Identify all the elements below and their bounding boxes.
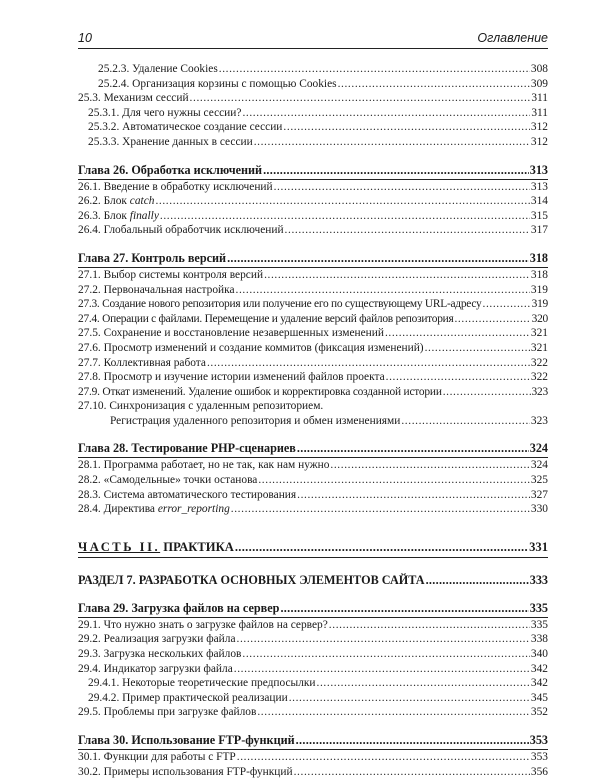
dot-leader (264, 268, 530, 283)
dot-leader (254, 135, 530, 150)
dot-leader (483, 297, 531, 312)
dot-leader (227, 250, 529, 266)
dot-leader (330, 458, 530, 473)
toc-chapter-30[interactable]: Глава 30. Использование FTP-функций ..... 353 (78, 732, 548, 750)
toc-part-2[interactable]: ЧАСТЬ II. ПРАКТИКА ..... 331 (78, 539, 548, 558)
dot-leader (283, 120, 529, 135)
dot-leader (257, 705, 530, 720)
dot-leader (235, 539, 528, 556)
dot-leader (443, 385, 531, 400)
dot-leader (296, 732, 529, 748)
dot-leader (425, 341, 530, 356)
dot-leader (242, 106, 530, 121)
dot-leader (297, 488, 530, 503)
toc-chapter-26[interactable]: Глава 26. Обработка исключений ..... 313 (78, 162, 548, 180)
toc-entry[interactable]: 28.3. Система автоматического тестирования ..... 327 (78, 488, 548, 503)
toc-chapter-27[interactable]: Глава 27. Контроль версий ..... 318 (78, 250, 548, 268)
table-of-contents (78, 62, 548, 779)
dot-leader (234, 662, 530, 677)
dot-leader (263, 162, 529, 178)
toc-entry-line1[interactable]: 27.10. Синхронизация с удаленным репозиторием. (78, 400, 324, 413)
toc-entry[interactable]: 25.2.3. Удаление Cookies ..... 308 (78, 62, 548, 77)
running-title: Оглавление (477, 31, 548, 45)
dot-leader (338, 77, 530, 92)
toc-entry[interactable]: 26.3. Блок finally ..... 315 (78, 209, 548, 224)
dot-leader (190, 91, 531, 106)
dot-leader (236, 283, 530, 298)
toc-entry[interactable]: 29.5. Проблемы при загрузке файлов ..... 352 (78, 705, 548, 720)
toc-chapter-28[interactable]: Глава 28. Тестирование PHP-сценариев ..... 324 (78, 440, 548, 458)
toc-entry[interactable]: 28.2. «Самодельные» точки останова ..... 325 (78, 473, 548, 488)
toc-entry[interactable]: 29.4.1. Некоторые теоретические предпосылки ..... 342 (78, 676, 548, 691)
toc-entry[interactable]: 27.5. Сохранение и восстановление незавершенных изменений ..... 321 (78, 326, 548, 341)
dot-leader (426, 572, 529, 588)
toc-entry[interactable]: 29.2. Реализация загрузки файла ..... 338 (78, 632, 548, 647)
dot-leader (386, 370, 530, 385)
dot-leader (242, 647, 530, 662)
dot-leader (160, 209, 530, 224)
dot-leader (237, 632, 530, 647)
running-header (78, 28, 548, 49)
toc-entry[interactable]: 25.3.2. Автоматическое создание сессии ..... 312 (78, 120, 548, 135)
dot-leader (289, 691, 530, 706)
dot-leader (207, 356, 530, 371)
toc-entry[interactable]: 27.8. Просмотр и изучение истории изменений файлов проекта ..... 322 (78, 370, 548, 385)
toc-entry[interactable]: 27.6. Просмотр изменений и создание коммитов (фиксация изменений) ..... 321 (78, 341, 548, 356)
toc-entry[interactable]: 26.1. Введение в обработку исключений ..... 313 (78, 180, 548, 195)
toc-entry[interactable]: 29.1. Что нужно знать о загрузке файлов на сервер? ..... 335 (78, 618, 548, 633)
toc-entry[interactable]: 27.9. Откат изменений. Удаление ошибок и корректировка созданной истории ..... 323 (78, 385, 548, 400)
dot-leader (258, 473, 530, 488)
toc-entry[interactable]: 29.4.2. Пример практической реализации ..... 345 (78, 691, 548, 706)
toc-entry[interactable]: 25.3.1. Для чего нужны сессии? ..... 311 (78, 106, 548, 121)
toc-entry[interactable]: 28.4. Директива error_reporting ..... 330 (78, 502, 548, 517)
dot-leader (219, 62, 530, 77)
dot-leader (280, 600, 528, 616)
toc-entry-line2[interactable]: Регистрация удаленного репозитория и обмен изменениями ..... 323 (78, 414, 548, 429)
dot-leader (294, 765, 530, 779)
toc-entry[interactable]: 30.2. Примеры использования FTP-функций ..... 356 (78, 765, 548, 779)
toc-chapter-29[interactable]: Глава 29. Загрузка файлов на сервер ..... 335 (78, 600, 548, 618)
dot-leader (285, 223, 530, 238)
toc-entry[interactable]: 29.4. Индикатор загрузки файла ..... 342 (78, 662, 548, 677)
toc-entry[interactable]: 26.2. Блок catch ..... 314 (78, 194, 548, 209)
toc-entry[interactable]: 30.1. Функции для работы с FTP ..... 353 (78, 750, 548, 765)
toc-entry[interactable]: 25.3.3. Хранение данных в сессии ..... 312 (78, 135, 548, 150)
toc-entry[interactable]: 25.3. Механизм сессий ..... 311 (78, 91, 548, 106)
toc-entry[interactable]: 25.2.4. Организация корзины с помощью Cookies ..... 309 (78, 77, 548, 92)
toc-entry[interactable]: 27.1. Выбор системы контроля версий ..... 318 (78, 268, 548, 283)
dot-leader (454, 312, 530, 327)
toc-entry[interactable]: 27.3. Создание нового репозитория или получение его по существующему URL-адресу ..... 319 (78, 297, 548, 312)
dot-leader (401, 414, 530, 429)
toc-entry[interactable]: 27.4. Операции с файлами. Перемещение и удаление версий файлов репозитория ..... 320 (78, 312, 548, 327)
page-number: 10 (78, 31, 92, 45)
dot-leader (237, 750, 530, 765)
toc-entry[interactable]: 29.3. Загрузка нескольких файлов ..... 340 (78, 647, 548, 662)
toc-entry[interactable]: 28.1. Программа работает, но не так, как нам нужно ..... 324 (78, 458, 548, 473)
toc-entry[interactable]: 27.7. Коллективная работа ..... 322 (78, 356, 548, 371)
toc-entry[interactable]: 27.2. Первоначальная настройка ..... 319 (78, 283, 548, 298)
toc-entry[interactable]: 26.4. Глобальный обработчик исключений ..... 317 (78, 223, 548, 238)
dot-leader (297, 440, 529, 456)
toc-section-7[interactable]: РАЗДЕЛ 7. РАЗРАБОТКА ОСНОВНЫХ ЭЛЕМЕНТОВ САЙТА ..... 333 (78, 572, 548, 588)
dot-leader (274, 180, 530, 195)
dot-leader (385, 326, 530, 341)
dot-leader (317, 676, 530, 691)
dot-leader (155, 194, 529, 209)
dot-leader (329, 618, 530, 633)
dot-leader (231, 502, 530, 517)
